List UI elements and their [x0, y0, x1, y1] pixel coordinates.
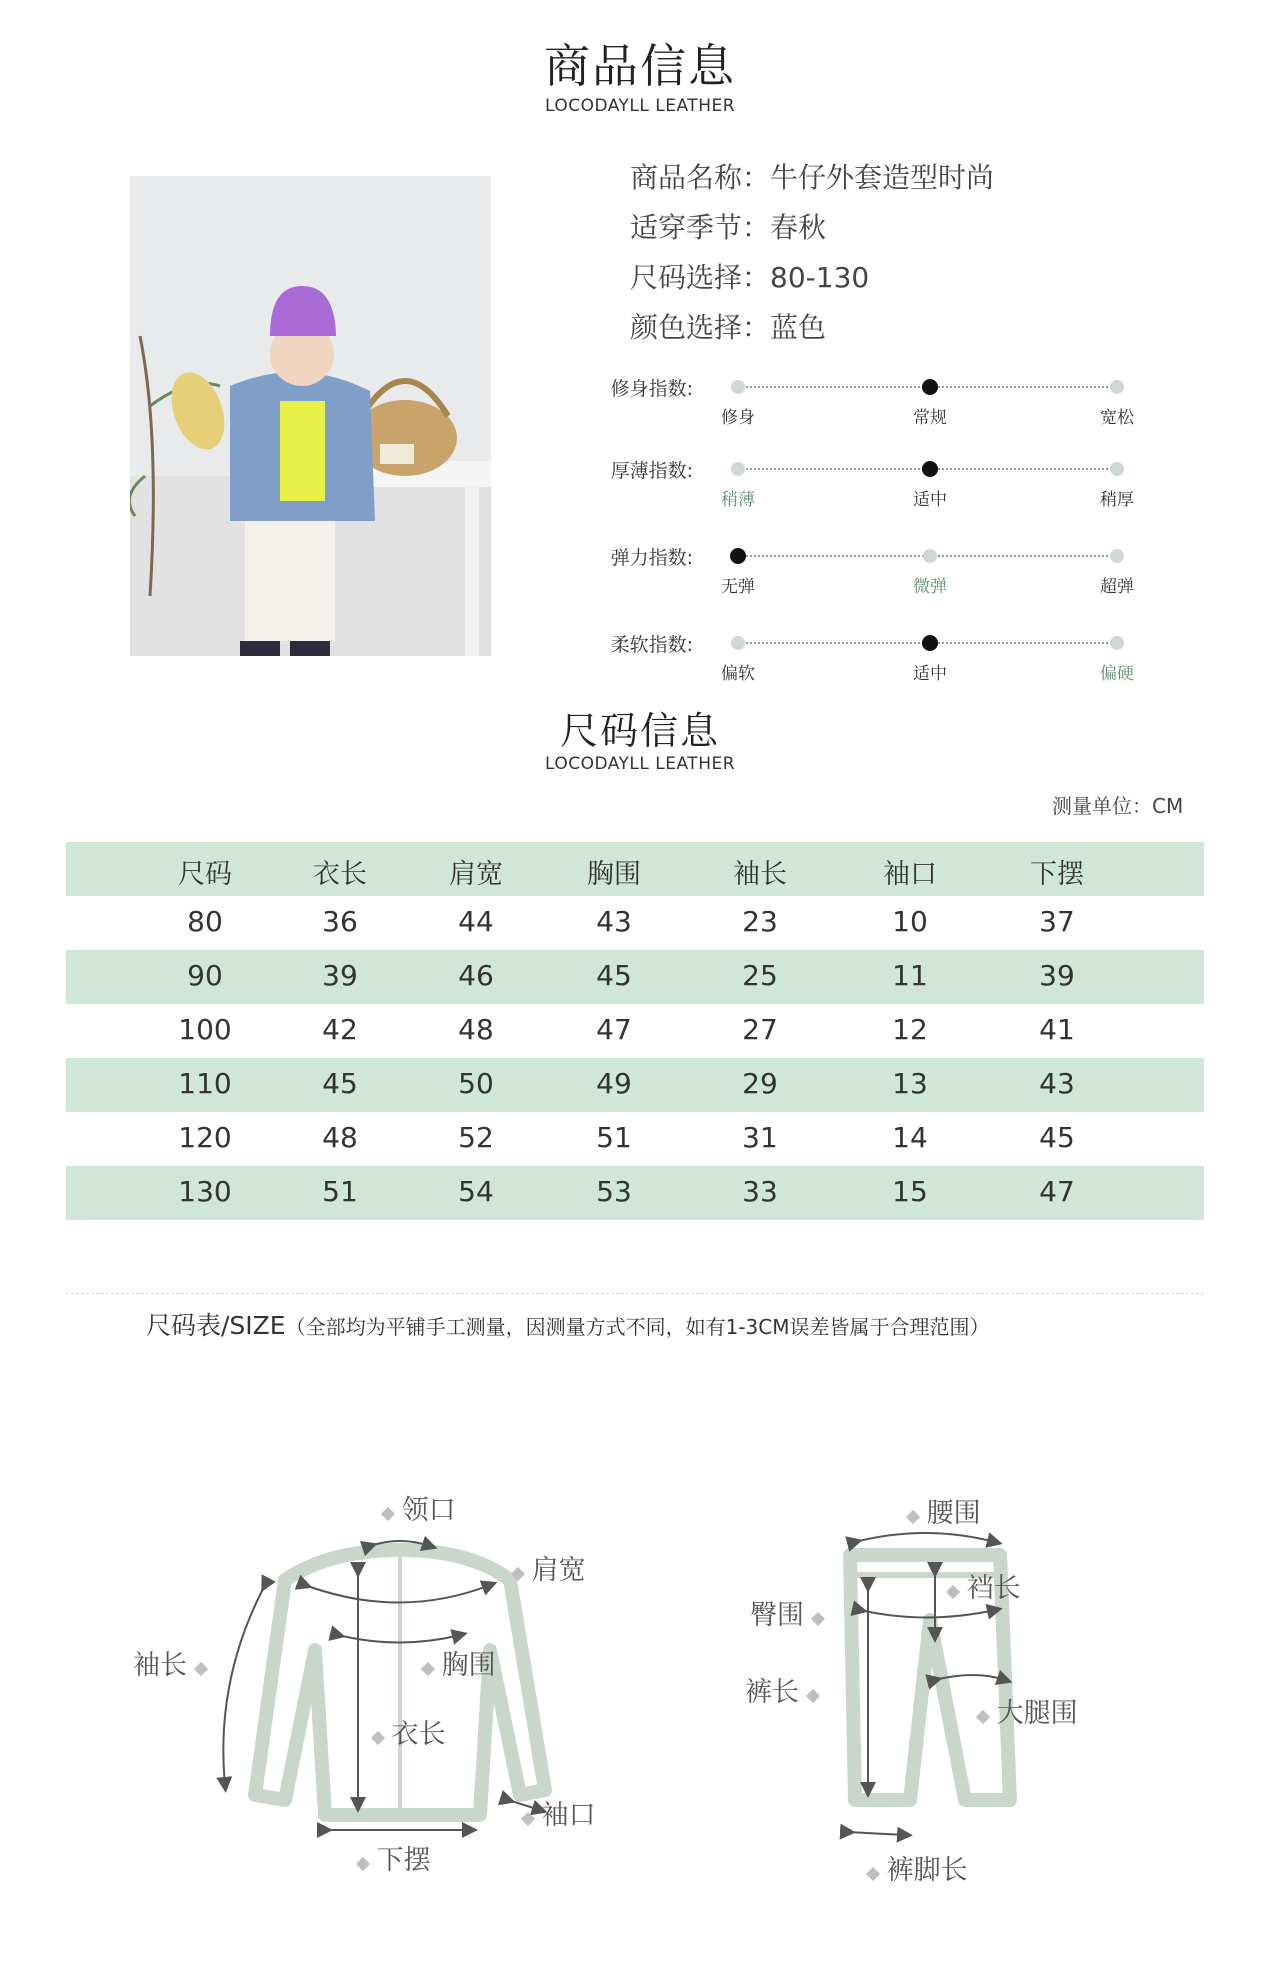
label-rise: [948, 1566, 1021, 1605]
index-option-label: 超弹: [1100, 577, 1134, 597]
product-info-title: 商品信息: [544, 39, 736, 93]
size-table-cell: 13: [892, 1067, 928, 1100]
info-row-size: [630, 256, 869, 296]
info-label: 适穿季节：: [630, 211, 771, 244]
size-table-cell: 47: [1039, 1175, 1075, 1208]
diamond-icon: [356, 1857, 370, 1871]
size-info-title: 尺码信息: [559, 709, 720, 753]
size-note-detail: （全部均为平铺手工测量，因测量方式不同，如有1-3CM误差皆属于合理范围）: [285, 1315, 990, 1339]
size-table-cell: 11: [892, 959, 928, 992]
size-table-header: 肩宽: [449, 859, 503, 890]
index-option-label: 偏硬: [1100, 664, 1134, 684]
diamond-icon: [421, 1662, 435, 1676]
diamond-icon: [194, 1662, 208, 1676]
size-table-cell: 80: [187, 905, 223, 938]
size-table-cell: 14: [892, 1121, 928, 1154]
divider: [66, 1293, 1204, 1294]
index-option-label: 微弹: [913, 577, 947, 597]
index-option-label: 适中: [913, 664, 947, 684]
size-table-cell: 51: [596, 1121, 632, 1154]
size-table-cell: 120: [178, 1121, 232, 1154]
size-note: [146, 1306, 989, 1342]
index-option-label: 无弹: [721, 577, 755, 597]
diamond-icon: [806, 1689, 820, 1703]
index-dot: [731, 380, 745, 394]
index-dot-selected: [922, 379, 938, 395]
label-text: 袖长: [133, 1650, 187, 1681]
size-table-cell: 90: [187, 959, 223, 992]
size-table-header: 尺码: [178, 859, 232, 890]
measurement-diagram: [0, 1460, 1280, 1940]
diamond-icon: [946, 1585, 960, 1599]
label-pants-length: [745, 1670, 818, 1709]
index-dot-selected: [922, 635, 938, 651]
size-table-cell: 54: [458, 1175, 494, 1208]
info-row-name: [630, 156, 994, 196]
label-text: 胸围: [441, 1650, 496, 1681]
label-text: 下摆: [376, 1845, 431, 1876]
size-table-header: 胸围: [587, 859, 641, 890]
size-table-cell: 48: [458, 1013, 494, 1046]
size-table-cell: 53: [596, 1175, 632, 1208]
size-table-cell: 10: [892, 905, 928, 938]
size-table-cell: 43: [1039, 1067, 1075, 1100]
label-text: 臀围: [750, 1600, 804, 1631]
index-label: 柔软指数:: [610, 634, 693, 656]
label-text: 裤脚长: [886, 1855, 968, 1886]
size-table-cell: 27: [742, 1013, 778, 1046]
size-note-main: 尺码表/SIZE: [146, 1311, 286, 1340]
size-table-cell: 45: [596, 959, 632, 992]
size-table-header: 袖长: [733, 859, 787, 890]
index-dot: [731, 636, 745, 650]
size-info-subtitle: LOCODAYLL LEATHER: [544, 754, 736, 774]
size-table-cell: 31: [742, 1121, 778, 1154]
size-table-cell: 39: [322, 959, 358, 992]
label-hem: [358, 1838, 431, 1877]
size-table-cell: 33: [742, 1175, 778, 1208]
size-table-cell: 100: [178, 1013, 232, 1046]
label-text: 裤长: [745, 1677, 799, 1708]
index-option-label: 修身: [721, 408, 755, 428]
label-thigh: [978, 1691, 1078, 1730]
size-table-cell: 50: [458, 1067, 494, 1100]
diamond-icon: [371, 1731, 385, 1745]
size-table-cell: 130: [178, 1175, 232, 1208]
index-option-label: 常规: [913, 408, 947, 428]
size-table-header: 袖口: [883, 859, 937, 890]
diamond-icon: [811, 1612, 825, 1626]
info-row-season: [630, 206, 826, 246]
label-leg-opening: [868, 1848, 968, 1887]
size-table-cell: 25: [742, 959, 778, 992]
diamond-icon: [866, 1867, 880, 1881]
label-shoulder: [513, 1548, 586, 1587]
label-cuff: [523, 1793, 596, 1832]
size-table-cell: 49: [596, 1067, 632, 1100]
size-table-cell: 29: [742, 1067, 778, 1100]
index-label: 修身指数:: [610, 378, 693, 400]
product-photo: [130, 176, 491, 656]
size-table-cell: 46: [458, 959, 494, 992]
label-text: 肩宽: [531, 1555, 586, 1586]
size-table-header: 衣长: [313, 859, 367, 890]
label-sleeve-length: [133, 1643, 206, 1682]
info-value: 春秋: [770, 211, 827, 244]
index-label: 厚薄指数:: [610, 460, 693, 482]
index-dot: [1110, 380, 1124, 394]
info-value: 80-130: [770, 261, 870, 294]
label-waist: [908, 1491, 981, 1530]
size-table-cell: 37: [1039, 905, 1075, 938]
index-option-label: 适中: [913, 490, 947, 510]
index-dot: [1110, 462, 1124, 476]
index-option-label: 宽松: [1100, 408, 1134, 428]
index-dot: [731, 462, 745, 476]
label-text: 袖口: [541, 1800, 596, 1831]
size-table-cell: 41: [1039, 1013, 1075, 1046]
label-chest: [423, 1643, 496, 1682]
size-table-cell: 44: [458, 905, 494, 938]
size-table-cell: 43: [596, 905, 632, 938]
info-label: 颜色选择：: [630, 311, 771, 344]
size-table-cell: 52: [458, 1121, 494, 1154]
index-option-label: 稍厚: [1100, 490, 1134, 510]
index-option-label: 稍薄: [721, 490, 755, 510]
size-table-cell: 42: [322, 1013, 358, 1046]
info-row-color: [630, 306, 826, 346]
label-text: 大腿围: [996, 1698, 1078, 1729]
size-table-cell: 47: [596, 1013, 632, 1046]
size-table-cell: 51: [322, 1175, 358, 1208]
size-table-cell: 23: [742, 905, 778, 938]
index-dot: [1110, 636, 1124, 650]
index-option-label: 偏软: [721, 664, 755, 684]
info-value: 牛仔外套造型时尚: [770, 161, 995, 194]
index-dot: [923, 549, 937, 563]
diamond-icon: [511, 1567, 525, 1581]
diamond-icon: [906, 1510, 920, 1524]
size-table-cell: 12: [892, 1013, 928, 1046]
product-info-subtitle: LOCODAYLL LEATHER: [544, 96, 736, 116]
diamond-icon: [976, 1710, 990, 1724]
measure-unit: 测量单位：CM: [1052, 794, 1184, 818]
size-table-cell: 39: [1039, 959, 1075, 992]
index-dot-selected: [922, 461, 938, 477]
info-label: 尺码选择：: [630, 261, 771, 294]
label-hip: [750, 1593, 823, 1632]
label-collar: [383, 1488, 456, 1527]
size-table-cell: 15: [892, 1175, 928, 1208]
label-body-length: [373, 1712, 446, 1751]
diamond-icon: [521, 1812, 535, 1826]
label-text: 裆长: [966, 1573, 1021, 1604]
info-label: 商品名称：: [630, 161, 771, 194]
label-text: 腰围: [926, 1498, 981, 1529]
label-text: 领口: [401, 1495, 456, 1526]
size-table-header: 下摆: [1030, 859, 1084, 890]
size-table-cell: 36: [322, 905, 358, 938]
size-table-cell: 45: [1039, 1121, 1075, 1154]
diamond-icon: [381, 1507, 395, 1521]
index-label: 弹力指数:: [610, 547, 693, 569]
size-table-cell: 48: [322, 1121, 358, 1154]
label-text: 衣长: [391, 1719, 446, 1750]
info-value: 蓝色: [770, 311, 827, 344]
index-dot-selected: [730, 548, 746, 564]
size-table-cell: 110: [178, 1067, 232, 1100]
index-dot: [1110, 549, 1124, 563]
size-table-cell: 45: [322, 1067, 358, 1100]
